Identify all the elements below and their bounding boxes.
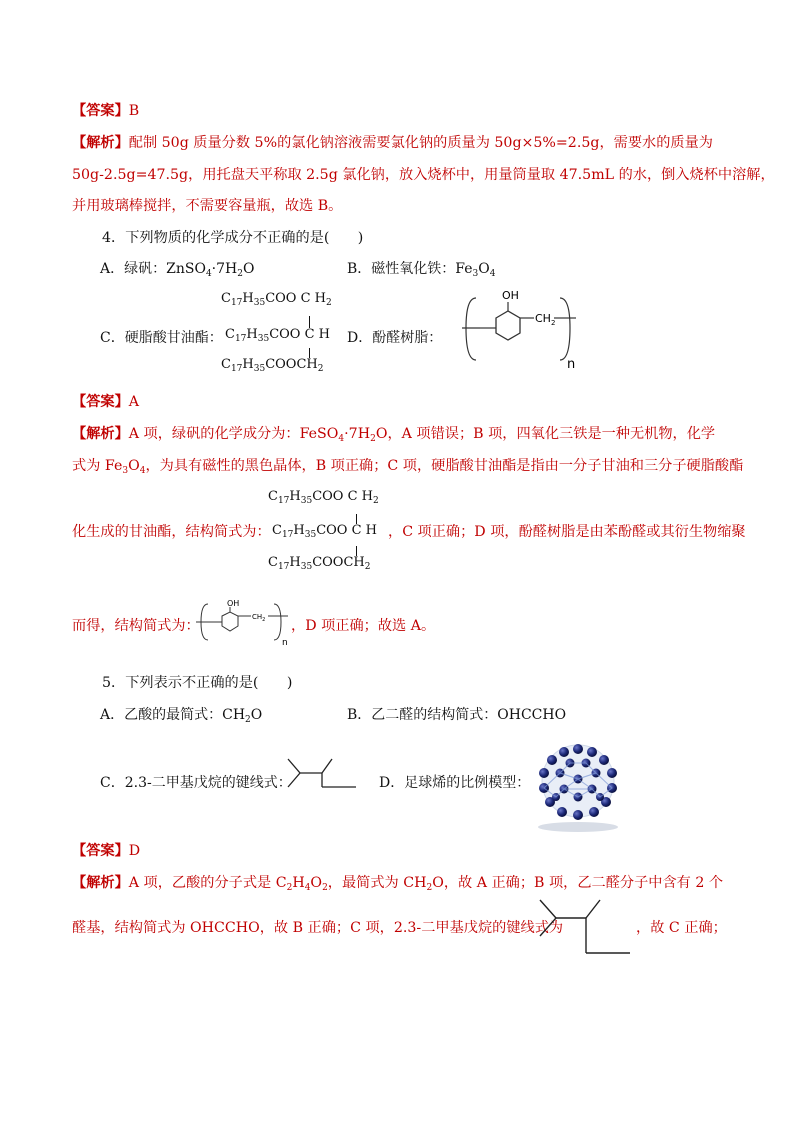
q3-explanation-line1 <box>72 133 713 153</box>
glyceryl-stearate-structure: $C_{17}H_{35}COO$ C $H_2$ $C_{17}H_{35}COO$ C H $C_{17}H_{35}COOCH_2$ <box>221 291 332 374</box>
q5-exp-1c: O，故 A 正确；B 项，乙二醛分子中含有 2 个 <box>432 875 724 891</box>
q5-option-a-tail: O <box>250 707 263 723</box>
q4-option-b-label: B．磁性氧化铁： <box>347 261 456 277</box>
q5-answer-line <box>72 841 140 861</box>
q4-option-d-label: D．酚醛树脂： <box>347 330 443 346</box>
q4-explanation-line4a: 而得，结构简式为： <box>72 618 200 634</box>
q5-option-a-text: A．乙酸的最简式：CH <box>100 707 246 723</box>
q5-stem: 5．下列表示不正确的是( ) <box>102 675 293 691</box>
q4-option-a <box>100 258 254 279</box>
q5-option-c: C．2.3-二甲基戊烷的键线式： <box>100 775 292 791</box>
oh-label-small: OH <box>227 599 240 608</box>
q5-explanation-line2a: 醛基，结构简式为 OHCCHO，故 B 正确；C 项，2.3-二甲基戊烷的键线式为 <box>72 920 564 936</box>
phenolic-resin-structure-small <box>196 598 290 646</box>
glyceryl-stearate-structure-exp: $C_{17}H_{35}COO$ C $H_2$ $C_{17}H_{35}COO$ C H $C_{17}H_{35}COOCH_2$ <box>268 489 379 572</box>
q3-answer: B <box>128 103 140 119</box>
q4-option-b-formula: $Fe_3O_4$ <box>455 261 496 279</box>
q4-explanation-line2 <box>72 456 743 481</box>
q4-explanation-line3a: 化生成的甘油酯，结构简式为： <box>72 524 271 540</box>
answer-tag: 【答案】 <box>72 103 129 119</box>
phenolic-resin-structure-d <box>462 288 580 372</box>
q4-stem: 4．下列物质的化学成分不正确的是( ) <box>102 230 364 246</box>
q5-option-a: A．乙酸的最简式：$CH_2O$ <box>100 707 263 725</box>
q4-explanation-line1 <box>72 424 715 449</box>
dimethylpentane-skeletal-c <box>286 755 358 803</box>
q4-exp-1a: A 项，绿矾的化学成分为： <box>128 426 300 442</box>
answer-tag: 【答案】 <box>72 843 129 859</box>
ch2-label-small: $CH_2$ <box>252 613 266 623</box>
q4-option-c-label: C．硬脂酸甘油酯： <box>100 330 223 346</box>
q5-exp-1a: A 项，乙酸的分子式是 C <box>128 875 287 891</box>
fullerene-model-image <box>524 735 632 833</box>
n-label-small: n <box>282 638 288 646</box>
q5-explanation-line1: 【解析】A 项，乙酸的分子式是 $C_2H_4O_2$，最简式为 $CH_2O$，故 A 正确；B 项，乙二醛分子中含有 2 个 <box>72 875 724 893</box>
n-label: n <box>567 357 576 372</box>
explanation-tag: 【解析】 <box>72 135 129 151</box>
q5-explanation-line2b: ，故 C 正确； <box>636 920 727 936</box>
q3-explanation-line2: 50g-2.5g=47.5g，用托盘天平称取 2.5g 氯化钠，放入烧杯中，用量筒量取 47.5mL 的水，倒入烧杯中溶解， <box>72 167 775 183</box>
q4-exp-2b: ，为具有磁性的黑色晶体，B 项正确；C 项，硬脂酸甘油酯是指由一分子甘油和三分子硬脂酸酯 <box>145 458 744 474</box>
q5-exp-1b: ，最简式为 CH <box>327 875 427 891</box>
q4-option-b <box>347 258 495 279</box>
q4-option-a-formula: $ZnSO_4\cdot 7H_2O$ <box>166 261 255 279</box>
fe3o4-formula: $Fe_3O_4$ <box>104 458 146 476</box>
feso4-formula: $FeSO_4\cdot 7H_2O$ <box>299 426 388 444</box>
q3-explanation-line3: 并用玻璃棒搅拌，不需要容量瓶，故选 B。 <box>72 198 343 214</box>
answer-tag: 【答案】 <box>72 394 129 410</box>
q5-option-b: B．乙二醛的结构简式：OHCCHO <box>347 707 567 723</box>
q4-explanation-line4b: ，D 项正确；故选 A。 <box>291 618 436 634</box>
q3-answer-line <box>72 101 139 121</box>
q4-explanation-line3b: ，C 项正确；D 项，酚醛树脂是由苯酚醛或其衍生物缩聚 <box>388 524 746 540</box>
oh-label: OH <box>502 289 519 302</box>
ch2-label: $CH_2$ <box>535 312 556 327</box>
explanation-tag: 【解析】 <box>72 426 129 442</box>
q5-answer: D <box>128 843 141 859</box>
q4-option-a-label: A．绿矾： <box>100 261 167 277</box>
q4-exp-1b: ，A 项错误；B 项，四氧化三铁是一种无机物，化学 <box>387 426 716 442</box>
q4-answer: A <box>128 394 140 410</box>
q3-exp-text: 配制 50g 质量分数 5%的氯化钠溶液需要氯化钠的质量为 50g×5%=2.5g，需要水的质量为 <box>128 135 713 151</box>
q4-exp-2a: 式为 <box>72 458 105 474</box>
q5-option-d: D．足球烯的比例模型： <box>379 775 531 791</box>
q4-answer-line <box>72 392 139 412</box>
dimethylpentane-skeletal-exp <box>536 896 634 958</box>
explanation-tag: 【解析】 <box>72 875 129 891</box>
